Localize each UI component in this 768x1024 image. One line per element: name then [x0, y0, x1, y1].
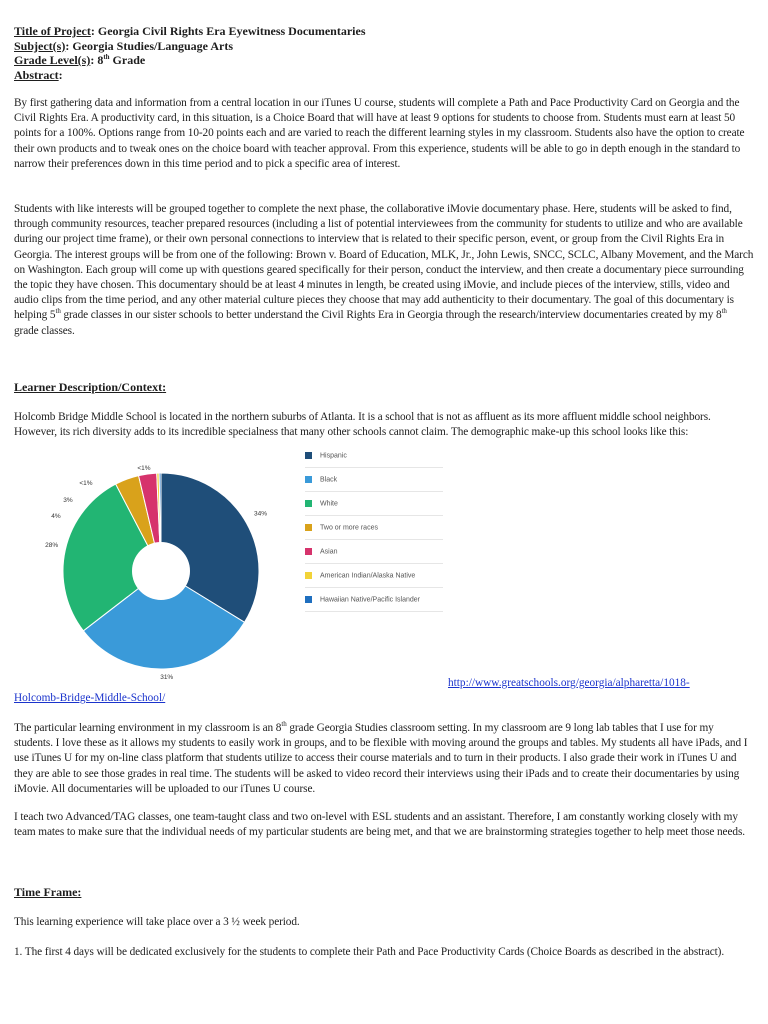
- legend-label: Two or more races: [320, 524, 378, 532]
- legend-divider: [305, 539, 443, 540]
- legend-label: American Indian/Alaska Native: [320, 572, 416, 580]
- abstract-p2-text-a: Students with like interests will be grouped together to complete the next phase, the collaborative iMovie documentary phase. Here, students will be asked to find, through community resources, teacher prepared resources (including a list of potential interviewees from the community for students to utilize and who are available during our project time frame), or their own personal connections to interview that is related to their specific person, event, or group from the Civil Rights Era in Georgia. The interest groups will be from one of the following: Brown v. Board of Education, MLK, Jr., John Lewis, SNCC, SCLC, Albany Movement, and the March on Washington. Each group will come up with questions geared specifically for their person, conduct the interview, and then create a documentary piece surrounding the topic they have chosen. This documentary should be at least 4 minutes in length, be created using iMovie, and include pieces of the interview, stills, video and audio clips from the time period, and any other material culture pieces they choose that may add authenticity to their documentary. The goal of this documentary is helping 5: [14, 203, 754, 322]
- pie-label-two-or-more-races: 4%: [51, 513, 61, 520]
- learner-heading-text: Learner Description/Context: [14, 380, 163, 394]
- learner-p2-text-b: grade Georgia Studies classroom setting. In my classroom are 9 long lab tables that I use for my students. I love these as it allows my students to easily work in groups, and to be flexible with moving around the groups and tables. My students all have iPads, and I use iTunes U for my on-line class platform that students utilize to access their course materials and to turn in their products. I also grade their work in iTunes U and they are able to see those grades in real time. The students will be asked to video record their interviews using their iPads and to create their documentaries by using iMovie. All documentaries will be uploaded to our iTunes U course.: [14, 722, 748, 795]
- timeframe-paragraph-1: This learning experience will take place over a 3 ½ week period.: [14, 916, 300, 928]
- abstract-line: Abstract:: [14, 67, 63, 82]
- learner-p2-sup: th: [281, 720, 287, 729]
- learner-paragraph-2: [14, 721, 754, 797]
- pie-label-american-indian-alaska-native: <1%: [79, 480, 93, 487]
- timeframe-paragraph-2: 1. The first 4 days will be dedicated exclusively for the students to complete their Path and Pace Productivity Cards (Choice Boards as described in the abstract).: [14, 946, 725, 958]
- donut-hole: [132, 542, 190, 600]
- abstract-p2-text-c: grade classes.: [14, 324, 75, 337]
- title-label: Title of Project: [14, 24, 91, 38]
- learner-p2-text-a: The particular learning environment in my classroom is an 8: [14, 722, 282, 734]
- grade-line: Grade Level(s): 8th Grade: [14, 53, 146, 67]
- pie-label-asian: 3%: [63, 497, 73, 504]
- legend-divider: [305, 587, 443, 588]
- legend-swatch: [305, 476, 312, 483]
- legend-divider: [305, 467, 443, 468]
- legend-swatch: [305, 452, 312, 459]
- abstract-p2-sup-1: th: [55, 307, 61, 316]
- legend-swatch: [305, 500, 312, 507]
- grade-word: Grade: [112, 53, 146, 67]
- grade-sup: th: [103, 53, 110, 61]
- legend-item-white: [305, 500, 338, 507]
- legend-divider: [305, 491, 443, 492]
- abstract-paragraph-1: By first gathering data and information from a central location in our iTunes U course, students will complete a Path and Pace Productivity Card on Georgia and the Civil Rights Era. A productivity card, in this situation, is a Choice Board that will have at least 9 options for students to choose from. Students must earn at least 50 points for a 100%. Options range from 10-20 points each and are varied to reach the different learning styles in my classroom. Students also have the option to create their own products and to tweak ones on the choice board with teacher approval. From this experience, students will be able to go in depth enough in the standard to narrow their preferences down in this time period and to pick a specific area of interest.: [14, 97, 745, 170]
- legend-divider: [305, 611, 443, 612]
- project-header: [14, 24, 366, 82]
- timeframe-heading-text: Time Frame: [14, 885, 78, 899]
- legend-divider: [305, 515, 443, 516]
- learner-paragraph-1: Holcomb Bridge Middle School is located in the northern suburbs of Atlanta. It is a school that is not as affluent as its more affluent middle school neighbors. However, its rich diversity adds to its incredible specialness that many other schools cannot claim. The demographic make-up this school looks like this:: [14, 411, 711, 439]
- greatschools-link-part-2[interactable]: Holcomb-Bridge-Middle-School/: [14, 692, 166, 704]
- abstract-label: Abstract: [14, 67, 59, 82]
- legend-swatch: [305, 524, 312, 531]
- timeframe-heading: Time Frame:: [14, 885, 82, 899]
- abstract-p2-text-b: grade classes in our sister schools to better understand the Civil Rights Era in Georgia through the research/interview documentaries created by my 8: [60, 309, 722, 322]
- grade-num: 8: [97, 53, 104, 67]
- legend-swatch: [305, 596, 312, 603]
- pie-label-black: 31%: [160, 673, 174, 681]
- title-line: Title of Project: Georgia Civil Rights Era Eyewitness Documentaries: [14, 24, 366, 38]
- abstract-p2-sup-2: th: [721, 307, 727, 316]
- legend-item-asian: [305, 548, 338, 555]
- learner-paragraph-3: I teach two Advanced/TAG classes, one team-taught class and two on-level with ESL students and an assistant. Therefore, I am constantly working closely with my team mates to make sure that the individual needs of my particular students are being met, and that we are brainstorming strategies together to help meet those needs.: [14, 811, 745, 839]
- abstract-paragraph-2: [14, 202, 754, 339]
- subjects-value: Georgia Studies/Language Arts: [72, 38, 234, 53]
- legend-item-black: [305, 476, 337, 483]
- legend-label: Asian: [320, 548, 338, 556]
- subjects-label: Subject(s): [14, 38, 66, 53]
- legend-swatch: [305, 548, 312, 555]
- legend-divider: [305, 563, 443, 564]
- legend-label: Hawaiian Native/Pacific Islander: [320, 596, 420, 604]
- demographics-pie-chart: [0, 458, 300, 688]
- pie-label-white: 28%: [45, 541, 59, 549]
- greatschools-link-part-1[interactable]: http://www.greatschools.org/georgia/alpharetta/1018-: [448, 677, 690, 689]
- grade-label: Grade Level(s): [14, 53, 91, 67]
- title-value: Georgia Civil Rights Era Eyewitness Documentaries: [97, 24, 366, 38]
- legend-label: White: [320, 500, 338, 508]
- legend-item-american-indian-alaska-native: [305, 572, 415, 579]
- legend-item-hawaiian-native-pacific-islander: [305, 596, 420, 603]
- legend-swatch: [305, 572, 312, 579]
- pie-label-hawaiian-native-pacific-islander: <1%: [137, 465, 151, 472]
- legend-label: Hispanic: [320, 452, 347, 460]
- legend-label: Black: [320, 476, 338, 484]
- legend-item-two-or-more-races: [305, 524, 378, 531]
- learner-heading: Learner Description/Context:: [14, 380, 167, 394]
- subjects-line: Subject(s): Georgia Studies/Language Arts: [14, 38, 234, 53]
- pie-label-hispanic: 34%: [253, 510, 267, 518]
- legend-item-hispanic: [305, 452, 347, 459]
